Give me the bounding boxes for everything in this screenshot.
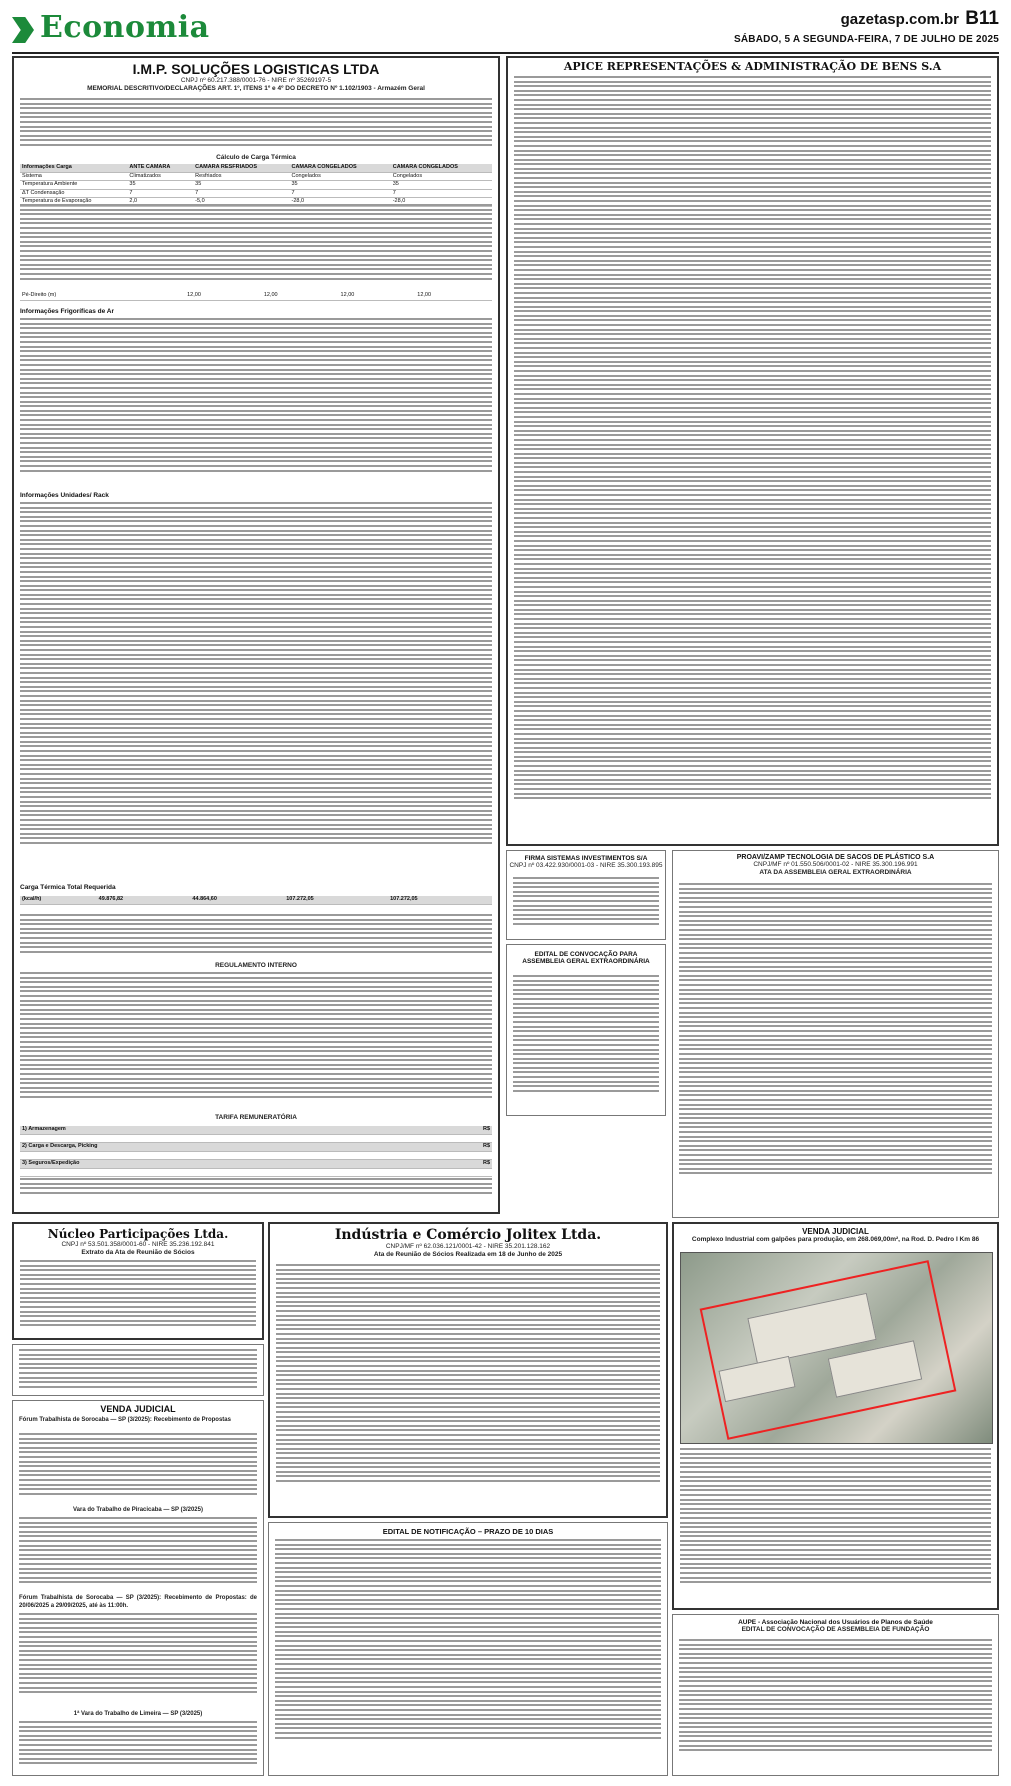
venda-item-2: Fórum Trabalhista de Sorocaba — SP (3/2025): Recebimento de Propostas: de 20/06/2025 a 29/09/2025, até às 11:00h. [19, 1595, 257, 1609]
table-row [20, 1160, 492, 1169]
cell: 1) Armazenagem [20, 1126, 434, 1134]
venda-judicial-notice [12, 1400, 264, 1776]
imp-memorial-heading: MEMORIAL DESCRITIVO/DECLARAÇÕES ART. 1º, ITENS 1º e 4º DO DECRETO Nº 1.102/1903 - Armazém Geral [87, 85, 425, 92]
firma-notice [506, 850, 666, 940]
edital-citacao-notice [12, 1344, 264, 1396]
imp-intro-text [20, 98, 492, 154]
edital-convocacao-notice [506, 944, 666, 1116]
cell: -28,0 [391, 198, 492, 207]
cell: 2) Carga e Descarga, Picking [20, 1143, 434, 1152]
cell: 44.864,60 [190, 896, 284, 904]
venda2-sub: Complexo Industrial com galpões para produção, em 268.069,00m², na Rod. D. Pedro I Km 86 [691, 1236, 980, 1243]
imp-carga-table [20, 164, 492, 207]
venda-judicial-photo-notice [672, 1222, 999, 1610]
venda2-title: VENDA JUDICIAL [802, 1227, 869, 1236]
cell: R$ [434, 1126, 492, 1134]
venda2-body-text [680, 1448, 991, 1606]
cell: Climatizados [127, 172, 193, 181]
jolitex-notice [268, 1222, 668, 1518]
venda-text-1 [19, 1517, 257, 1591]
page-number: B11 [965, 8, 999, 29]
apice-notice [506, 56, 999, 846]
cell: 107.272,05 [284, 896, 388, 904]
jolitex-body-text [276, 1264, 660, 1514]
cell: Temperatura de Evaporação [20, 198, 127, 207]
imp-th-4: CÂMARA CONGELADOS [391, 164, 492, 172]
table-row [20, 172, 492, 181]
cell: ΔT Condensação [20, 189, 127, 198]
jolitex-ata: Ata de Reunião de Sócios Realizada em 18 de Junho de 2025 [373, 1251, 563, 1258]
cell: 49.876,82 [97, 896, 191, 904]
nucleo-body-text [20, 1260, 256, 1336]
cell: 12,00 [262, 292, 339, 300]
apice-title: APICE REPRESENTAÇÕES & ADMINISTRAÇÃO DE BENS S.A [563, 60, 942, 73]
aerial-photo [680, 1252, 993, 1444]
venda-text-0 [19, 1433, 257, 1503]
imp-th-3: CÂMARA CONGELADOS [289, 164, 390, 172]
cell: R$ [434, 1160, 492, 1169]
cell: Congelados [289, 172, 390, 181]
jolitex-title: Indústria e Comércio Jolitex Ltda. [334, 1227, 602, 1243]
imp-total-title: Carga Térmica Total Requerida [20, 884, 116, 891]
cell: 35 [289, 181, 390, 190]
nucleo-notice [12, 1222, 264, 1340]
cell: 7 [127, 189, 193, 198]
cell: 7 [289, 189, 390, 198]
imp-operacoes-text [20, 914, 492, 958]
page-header [12, 8, 999, 54]
cell: 12,00 [339, 292, 416, 300]
proavi-notice [672, 850, 999, 1218]
edital-notificacao-notice [268, 1522, 668, 1776]
edition-date: SÁBADO, 5 A SEGUNDA-FEIRA, 7 DE JULHO DE 2025 [734, 34, 999, 45]
cell: 12,00 [185, 292, 262, 300]
aupe-title: AUPE - Associação Nacional dos Usuários de Planos de Saúde [738, 1619, 933, 1626]
cell: Sistema [20, 172, 127, 181]
firma-body-text [513, 877, 659, 935]
table-row [20, 1168, 492, 1177]
imp-refr-table [20, 318, 492, 488]
imp-regulamento: REGULAMENTO INTERNO [215, 962, 297, 969]
aupe-body-text [679, 1639, 992, 1771]
imp-notice [12, 56, 500, 1214]
aupe-sub: EDITAL DE CONVOCAÇÃO DE ASSEMBLEIA DE FUNDAÇÃO [741, 1626, 930, 1633]
proavi-title: PROAVI/ZAMP TECNOLOGIA DE SACOS DE PLÁSTICO S.A [736, 854, 935, 861]
table-row [20, 181, 492, 190]
property-outline [700, 1260, 957, 1440]
cell: -5,0 [193, 198, 289, 207]
imp-th-0: Informações Carga [20, 164, 127, 172]
proavi-cnpj: CNPJ/MF nº 01.550.506/0001-02 - NIRE 35.300.196.991 [753, 861, 918, 868]
nucleo-cnpj: CNPJ nº 53.501.358/0001-60 - NIRE 35.236.192.841 [61, 1241, 215, 1248]
imp-tarifa-table [20, 1126, 492, 1177]
venda-text-2 [19, 1613, 257, 1707]
firma-cnpj: CNPJ nº 03.422.930/0001-03 - NIRE 35.300.193.895 [509, 862, 663, 869]
cell: 35 [391, 181, 492, 190]
cell: -28,0 [289, 198, 390, 207]
aupe-notice [672, 1614, 999, 1776]
cell: R$ [434, 1143, 492, 1152]
venda-item-0: Fórum Trabalhista de Sorocaba — SP (3/2025): Recebimento de Propostas [19, 1417, 231, 1423]
table-row [20, 896, 492, 904]
cell: 107.272,05 [388, 896, 492, 904]
venda-text-3 [19, 1721, 257, 1773]
section-title: Economia [40, 10, 210, 45]
table-row [20, 1126, 492, 1134]
cell: 12,00 [415, 292, 492, 300]
section-arrow-icon [12, 17, 34, 43]
cell: 7 [391, 189, 492, 198]
nucleo-title: Núcleo Participações Ltda. [47, 1227, 229, 1241]
cell: Resfriados [193, 172, 289, 181]
table-row [20, 1143, 492, 1152]
cell: 2,0 [127, 198, 193, 207]
edital-convocacao-text [513, 975, 659, 1111]
jolitex-cnpj: CNPJ/MF nº 62.036.121/0001-42 - NIRE 35.201.128.162 [385, 1243, 551, 1250]
cell: Congelados [391, 172, 492, 181]
imp-tarifa: TARIFA REMUNERATÓRIA [215, 1114, 297, 1121]
proavi-ata: ATA DA ASSEMBLEIA GERAL EXTRAORDINÁRIA [759, 869, 912, 876]
table-row [20, 1151, 492, 1160]
nucleo-ata: Extrato da Ata de Reunião de Sócios [81, 1249, 195, 1256]
firma-title: FIRMA SISTEMAS INVESTIMENTOS S/A [524, 855, 648, 862]
imp-carga-rows [20, 204, 492, 290]
venda-item-3: 1ª Vara do Trabalho de Limeira — SP (3/2025) [73, 1711, 203, 1717]
table-row [20, 1134, 492, 1143]
cell: 7 [193, 189, 289, 198]
imp-units-title: Informações Unidades/ Rack [20, 492, 109, 499]
edital-notificacao-text [275, 1539, 661, 1771]
imp-units-table [20, 502, 492, 878]
cell: Temperatura Ambiente [20, 181, 127, 190]
imp-signature-text [20, 1178, 492, 1202]
cell: Pé-Direito (m) [20, 292, 185, 300]
cell: (kcal/h) [20, 896, 97, 904]
imp-refr-title: Informações Frigoríficas de Ar [20, 308, 115, 315]
edital-convocacao-title: EDITAL DE CONVOCAÇÃO PARA ASSEMBLEIA GERAL EXTRAORDINÁRIA [522, 951, 650, 965]
edital-citacao-text [19, 1349, 257, 1393]
imp-pe-direito-row [20, 292, 492, 301]
table-row [20, 292, 492, 300]
imp-th-1: ANTE CÂMARA [127, 164, 193, 172]
venda-title: VENDA JUDICIAL [100, 1404, 176, 1414]
proavi-body-text [679, 883, 992, 1213]
apice-body-text [514, 76, 991, 842]
edital-notificacao-title: EDITAL DE NOTIFICAÇÃO – PRAZO DE 10 DIAS [382, 1527, 554, 1536]
cell: 35 [127, 181, 193, 190]
cell: 35 [193, 181, 289, 190]
imp-cnpj: CNPJ nº 60.217.388/0001-76 - NIRE nº 35269197-5 [180, 77, 332, 84]
site-url[interactable]: gazetasp.com.br [840, 11, 959, 28]
imp-regulamento-text [20, 972, 492, 1112]
imp-table-title: Cálculo de Carga Térmica [216, 154, 296, 161]
imp-th-2: CÂMARA RESFRIADOS [193, 164, 289, 172]
imp-total-table [20, 896, 492, 905]
table-row [20, 189, 492, 198]
venda-item-1: Vara do Trabalho de Piracicaba — SP (3/2025) [73, 1507, 203, 1513]
imp-title: I.M.P. SOLUÇÕES LOGISTICAS LTDA [132, 61, 380, 77]
cell: 3) Seguros/Expedição [20, 1160, 434, 1169]
